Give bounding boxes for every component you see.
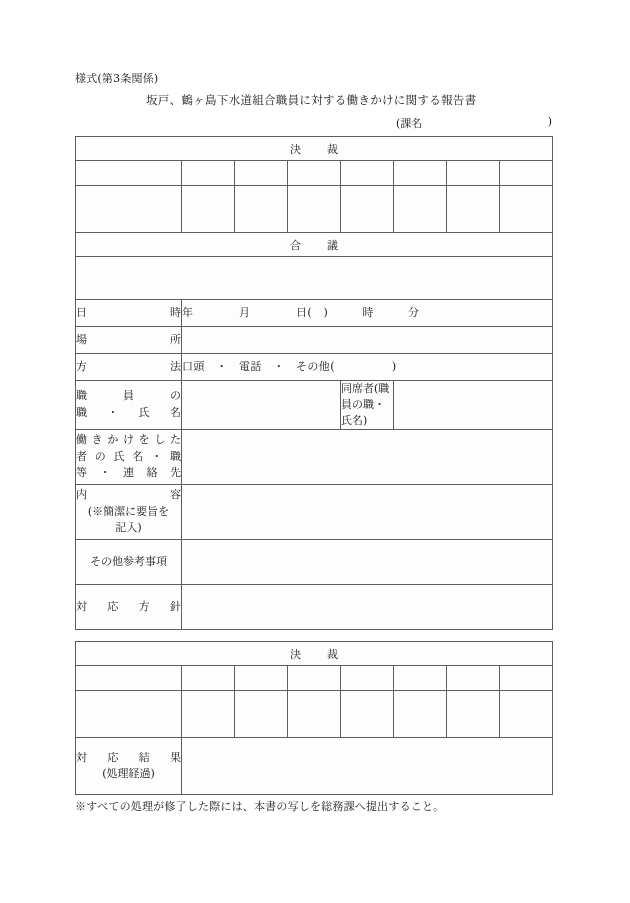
approval-top-seal-row [76, 186, 553, 233]
consultation-banner [76, 233, 553, 257]
approval-stamp-seal-1[interactable] [76, 186, 182, 233]
attendee-input[interactable] [394, 381, 553, 430]
approval-stamp-seal-7[interactable] [447, 186, 500, 233]
actor-label: 働きかけをした 者の氏名・職 等・連絡先 [76, 429, 182, 484]
method-row [76, 354, 553, 381]
department-field[interactable] [396, 115, 552, 131]
approval-banner-top [76, 137, 553, 161]
actor-row [76, 429, 553, 484]
result-stamp-seal-1[interactable] [76, 691, 182, 738]
result-stamp-seal-6[interactable] [394, 691, 447, 738]
content-input[interactable] [182, 484, 553, 539]
method-options[interactable]: 口頭 ・ 電話 ・ その他( ) [182, 354, 553, 381]
approval-bottom-seal-row [76, 691, 553, 738]
approval-stamp-title-5[interactable] [341, 161, 394, 186]
consultation-row [76, 257, 553, 300]
result-input[interactable] [182, 738, 553, 795]
approval-bottom-title-row [76, 666, 553, 691]
main-form-table [75, 136, 553, 630]
approval-stamp-title-8[interactable] [500, 161, 553, 186]
approval-banner-bottom-cell: 決裁 [76, 642, 553, 666]
datetime-row [76, 300, 553, 327]
consultation-input[interactable] [76, 257, 553, 300]
consultation-banner-cell: 合議 [76, 233, 553, 257]
result-stamp-title-7[interactable] [447, 666, 500, 691]
result-stamp-title-4[interactable] [288, 666, 341, 691]
approval-stamp-seal-6[interactable] [394, 186, 447, 233]
policy-input[interactable] [182, 584, 553, 629]
approval-stamp-title-4[interactable] [288, 161, 341, 186]
result-stamp-title-1[interactable] [76, 666, 182, 691]
staff-row [76, 381, 553, 430]
result-stamp-title-3[interactable] [235, 666, 288, 691]
other-notes-input[interactable] [182, 539, 553, 584]
other-notes-row [76, 539, 553, 584]
staff-label: 職員の 職・氏名 [76, 381, 182, 430]
approval-stamp-title-6[interactable] [394, 161, 447, 186]
approval-banner-bottom [76, 642, 553, 666]
policy-label: 対応方針 [76, 584, 182, 629]
method-label: 方法 [76, 354, 182, 381]
place-input[interactable] [182, 327, 553, 354]
attendee-label: 同席者(職員の職・氏名) [341, 381, 394, 430]
result-row [76, 738, 553, 795]
form-code: 様式(第3条関係) [75, 72, 159, 85]
result-form-table [75, 641, 553, 795]
approval-stamp-title-7[interactable] [447, 161, 500, 186]
approval-banner-top-cell: 決裁 [76, 137, 553, 161]
policy-row [76, 584, 553, 629]
approval-stamp-title-3[interactable] [235, 161, 288, 186]
result-stamp-title-8[interactable] [500, 666, 553, 691]
approval-stamp-seal-8[interactable] [500, 186, 553, 233]
result-stamp-seal-8[interactable] [500, 691, 553, 738]
footnote: ※すべての処理が修了した際には、本書の写しを総務課へ提出すること。 [75, 800, 445, 813]
staff-name-input[interactable] [182, 381, 341, 430]
content-row [76, 484, 553, 539]
department-label: (課名 [396, 117, 423, 130]
datetime-input[interactable]: 年 月 日( ) 時 分 [182, 300, 553, 327]
result-stamp-seal-4[interactable] [288, 691, 341, 738]
approval-stamp-seal-5[interactable] [341, 186, 394, 233]
result-label: 対応結果 (処理経過) [76, 738, 182, 795]
datetime-label: 日時 [76, 300, 182, 327]
actor-input[interactable] [182, 429, 553, 484]
approval-top-title-row [76, 161, 553, 186]
place-row [76, 327, 553, 354]
approval-stamp-seal-4[interactable] [288, 186, 341, 233]
result-stamp-title-6[interactable] [394, 666, 447, 691]
page-title: 坂戸、鶴ヶ島下水道組合職員に対する働きかけに関する報告書 [146, 93, 477, 107]
approval-stamp-title-2[interactable] [182, 161, 235, 186]
result-stamp-title-5[interactable] [341, 666, 394, 691]
content-label: 内容 (※簡潔に要旨を 記入) [76, 484, 182, 539]
result-stamp-seal-3[interactable] [235, 691, 288, 738]
result-stamp-seal-5[interactable] [341, 691, 394, 738]
result-stamp-seal-7[interactable] [447, 691, 500, 738]
place-label: 場所 [76, 327, 182, 354]
result-stamp-seal-2[interactable] [182, 691, 235, 738]
approval-stamp-seal-3[interactable] [235, 186, 288, 233]
approval-stamp-title-1[interactable] [76, 161, 182, 186]
approval-stamp-seal-2[interactable] [182, 186, 235, 233]
other-notes-label: その他参考事項 [76, 539, 182, 584]
department-close-paren: ) [547, 115, 552, 128]
result-stamp-title-2[interactable] [182, 666, 235, 691]
